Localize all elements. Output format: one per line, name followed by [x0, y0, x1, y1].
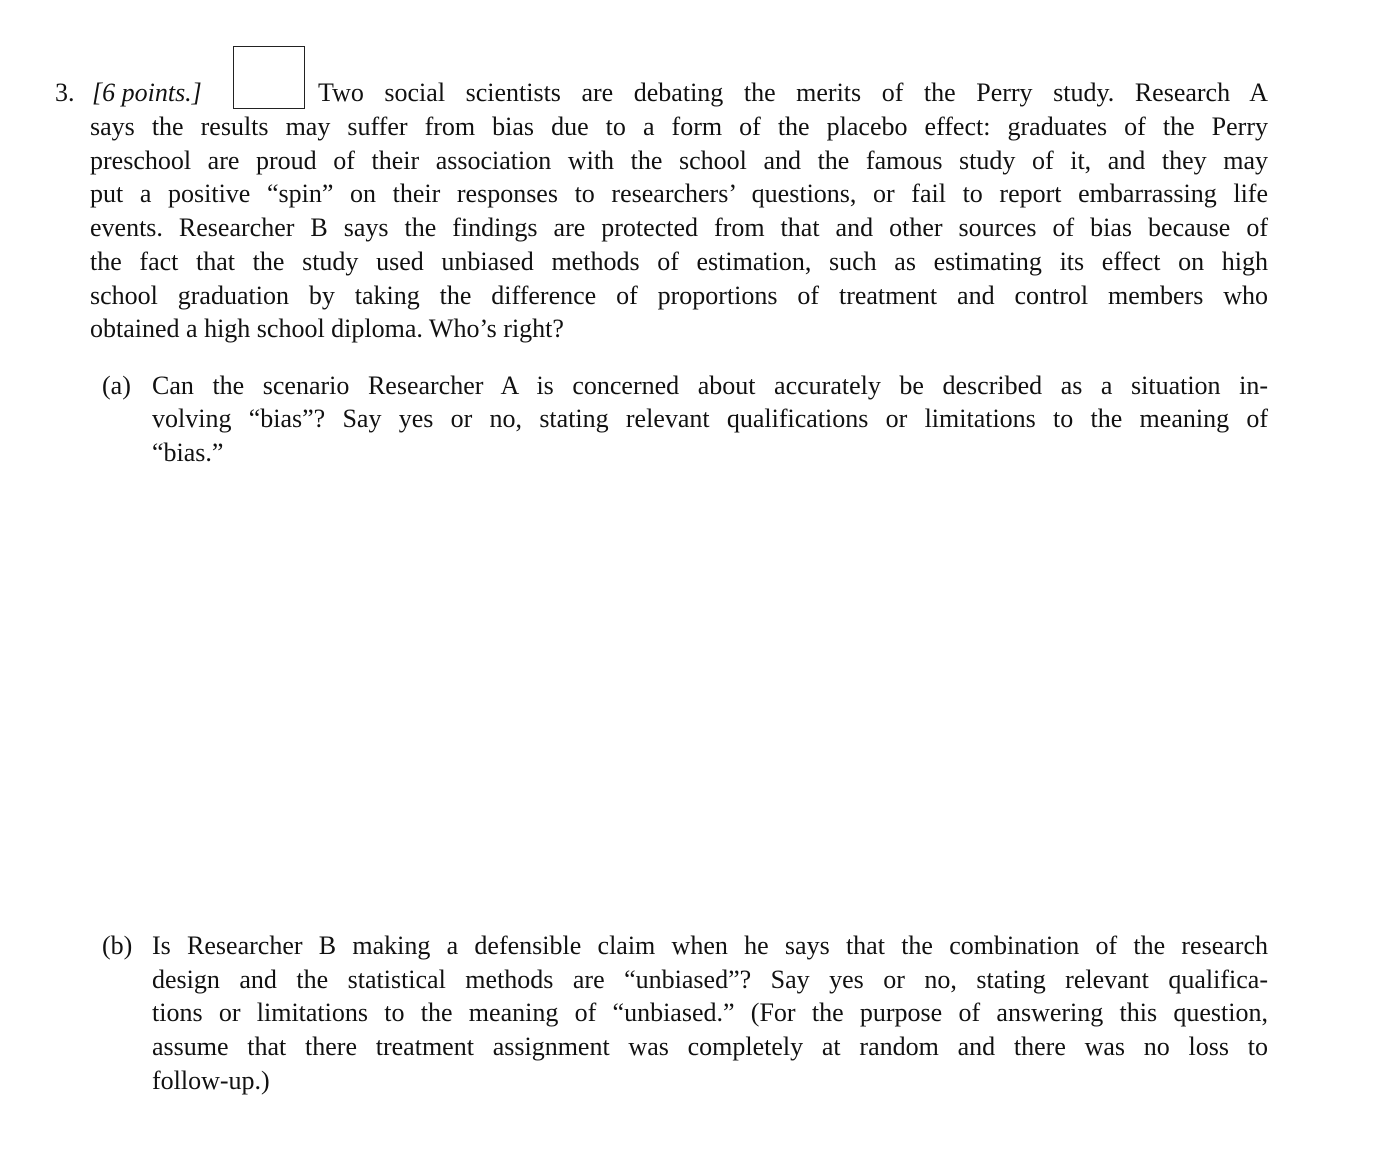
part-b-text-line: tions or limitations to the meaning of “unbiased.” (For the purpose of answering this question, — [152, 998, 1268, 1027]
score-box[interactable] — [233, 46, 305, 109]
part-b-label: (b) — [102, 931, 133, 960]
question-points: [6 points.] — [92, 78, 202, 107]
question-text-line: the fact that the study used unbiased methods of estimation, such as estimating its effect on high — [90, 247, 1268, 276]
part-b-text-line: Is Researcher B making a defensible claim when he says that the combination of the research — [152, 931, 1268, 960]
part-a-text-line: volving “bias”? Say yes or no, stating relevant qualifications or limitations to the meaning of — [152, 404, 1268, 433]
question-text-line: says the results may suffer from bias due to a form of the placebo effect: graduates of the Perry — [90, 112, 1268, 141]
part-b-text-line: design and the statistical methods are “unbiased”? Say yes or no, stating relevant qualifica- — [152, 965, 1268, 994]
part-a-text-line: “bias.” — [152, 438, 224, 467]
question-text-line: Two social scientists are debating the merits of the Perry study. Research A — [318, 78, 1268, 107]
part-b-text-line: follow-up.) — [152, 1066, 270, 1095]
question-text-line: obtained a high school diploma. Who’s right? — [90, 314, 564, 343]
question-text-line: school graduation by taking the difference of proportions of treatment and control members who — [90, 281, 1268, 310]
part-a-text-line: Can the scenario Researcher A is concerned about accurately be described as a situation in- — [152, 371, 1268, 400]
question-number: 3. — [55, 78, 75, 107]
part-b-text-line: assume that there treatment assignment was completely at random and there was no loss to — [152, 1032, 1268, 1061]
question-text-line: events. Researcher B says the findings are protected from that and other sources of bias because of — [90, 213, 1268, 242]
question-text-line: put a positive “spin” on their responses to researchers’ questions, or fail to report embarrassing life — [90, 179, 1268, 208]
question-text-line: preschool are proud of their association with the school and the famous study of it, and they may — [90, 146, 1268, 175]
part-a-label: (a) — [102, 371, 131, 400]
